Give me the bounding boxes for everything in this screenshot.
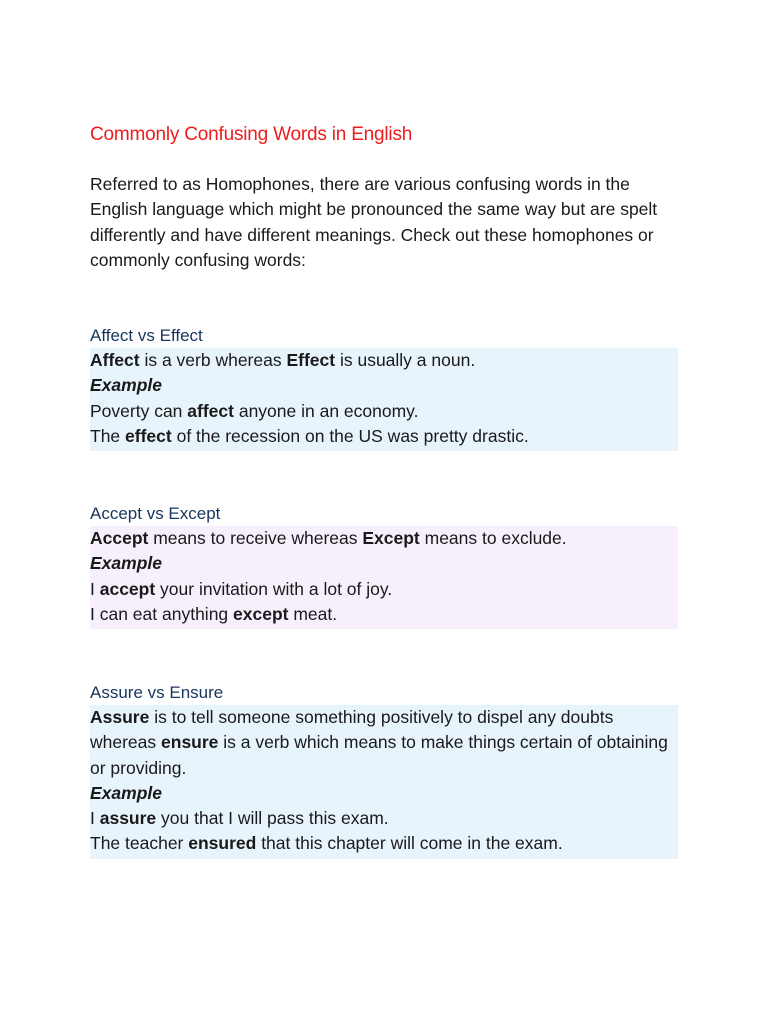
section-assure-ensure [90,681,680,859]
section-accept-except [90,502,680,629]
section-heading: Affect vs Effect [90,326,203,345]
section-heading: Accept vs Except [90,504,221,523]
term-2: ensure [161,732,219,753]
intro-paragraph: Referred to as Homophones, there are various confusing words in the English language which might be pronounced the same way but are spelt differently and have different meanings. Check out these homophones or commonly confusing words: [90,174,658,270]
definition-line: Accept means to receive whereas Except means to exclude. [90,528,567,548]
term-1: Affect [90,350,140,370]
example-label: Example [90,782,162,803]
section-body [90,526,678,629]
example-sentence-2: I can eat anything except meat. [90,603,338,624]
document-title: Commonly Confusing Words in English [90,124,413,145]
term-1: Accept [90,528,149,548]
section-heading: Assure vs Ensure [90,683,224,702]
example-label: Example [90,553,162,574]
term-2: Effect [286,350,336,370]
example-sentence-1: I assure you that I will pass this exam. [90,808,389,829]
section-body [90,348,678,451]
example-sentence-1: Poverty can affect anyone in an economy. [90,400,419,421]
example-sentence-1: I accept your invitation with a lot of joy. [90,578,393,599]
example-sentence-2: The effect of the recession on the US was pretty drastic. [90,425,529,446]
example-label: Example [90,375,162,396]
section-affect-effect [90,324,680,451]
definition-line: Affect is a verb whereas Effect is usually a noun. [90,350,476,370]
definition-line: Assure is to tell someone something positively to dispel any doubts whereas ensure is a verb which means to make things certain of obtaining or providing. [90,707,668,778]
section-body [90,705,678,859]
term-2: Except [362,528,420,548]
example-sentence-2: The teacher ensured that this chapter will come in the exam. [90,833,563,854]
term-1: Assure [90,707,150,727]
